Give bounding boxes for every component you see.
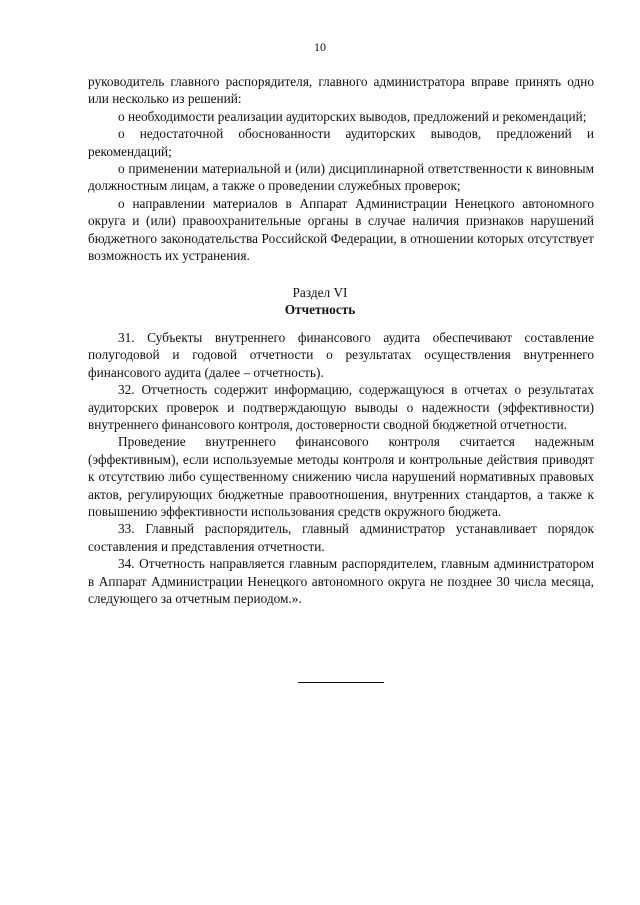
paragraph: 32. Отчетность содержит информацию, содержащуюся в отчетах о результатах аудиторских проверок и подтверждающую выводы о надежности (эффективности) внутреннего финансового контроля, достоверности сводной бюджетной отчетности. <box>88 382 594 433</box>
decision-list <box>88 73 594 264</box>
section-label: Раздел VI <box>292 285 348 300</box>
paragraph: 33. Главный распорядитель, главный администратор устанавливает порядок составления и представления отчетности. <box>88 521 594 554</box>
paragraph: 31. Субъекты внутреннего финансового аудита обеспечивают составление полугодовой и годовой отчетности о результатах осуществления внутреннего финансового аудита (далее – отчетность). <box>88 330 594 380</box>
list-item: о применении материальной и (или) дисциплинарной ответственности к виновным должностным лицам, а также о проведении служебных проверок; <box>88 161 594 194</box>
section-body <box>88 329 594 608</box>
intro-paragraph: руководитель главного распорядителя, главного администратора вправе принять одно или несколько из решений: <box>88 74 594 107</box>
section-title: Отчетность <box>284 302 356 318</box>
list-item: о направлении материалов в Аппарат Администрации Ненецкого автономного округа и (или) правоохранительные органы в случае наличия признаков нарушений бюджетного законодательства Российской Федерации, в отношении которых отсутствует возможность их устранения. <box>88 195 594 264</box>
page-number: 10 <box>314 40 326 54</box>
paragraph: Проведение внутреннего финансового контроля считается надежным (эффективным), если используемые методы контроля и контрольные действия приводят к отсутствию либо существенному снижению числа нарушений нормативных правовых актов, регулирующих бюджетные правоотношения, внутренних стандартов, а также к повышению эффективности использования средств окружного бюджета. <box>88 434 594 520</box>
paragraph: 34. Отчетность направляется главным распорядителем, главным администратором в Аппарат Администрации Ненецкого автономного округа не позднее 30 числа месяца, следующего за отчетным периодом.». <box>88 556 594 607</box>
list-item: о необходимости реализации аудиторских выводов, предложений и рекомендаций; <box>118 108 587 124</box>
list-item: о недостаточной обоснованности аудиторских выводов, предложений и рекомендаций; <box>88 126 594 159</box>
section-heading <box>0 284 640 319</box>
closing-rule <box>298 682 384 683</box>
